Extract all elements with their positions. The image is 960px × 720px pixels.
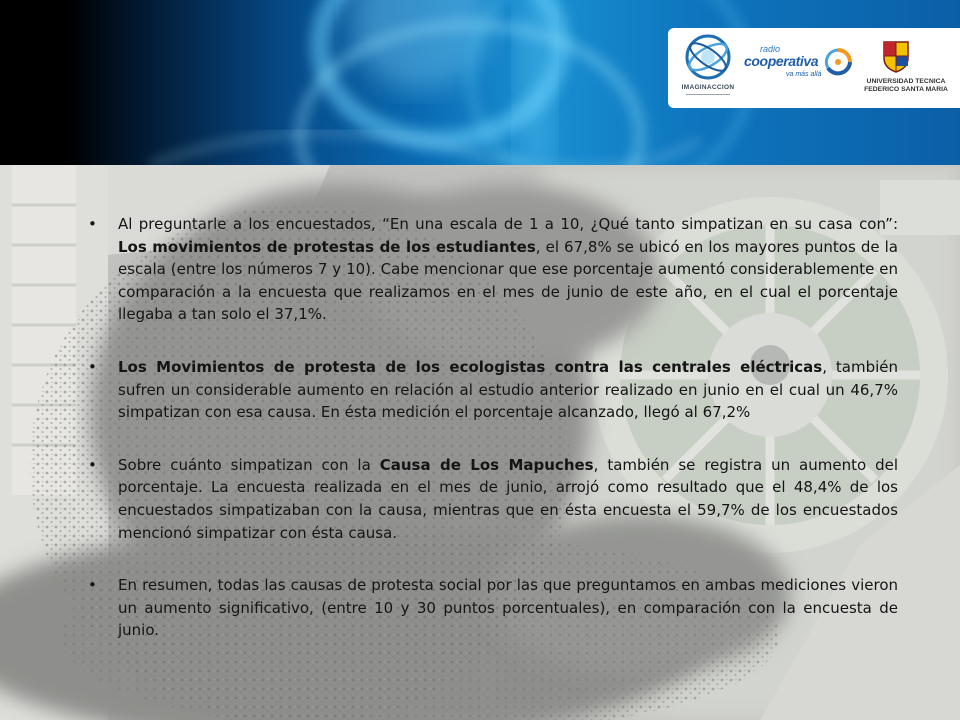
bullet-text: , también se registra un aumento del porcentaje. La encuesta realizada en el mes de junio, arrojó como resultado que el 48,4% de los encuestados simpatizaban con la causa, mientras que en ésta encuesta el 59,7% de los encuestados mencionó simpatizar con ésta causa. xyxy=(118,455,899,542)
shield-icon xyxy=(882,40,910,74)
globe-icon xyxy=(682,32,734,82)
bullet-text: En resumen, todas las causas de protesta social por las que preguntamos en ambas mediciones vieron un aumento significativo, (entre 10 y 30 puntos porcentuales), en comparación con la encuesta de junio. xyxy=(118,576,898,640)
bullet-estudiantes xyxy=(88,213,898,326)
cooperativa-radio-text: radio xyxy=(760,44,781,54)
bullet-list xyxy=(88,213,898,642)
utfsm-logo-text xyxy=(856,78,956,94)
bullet-ecologistas xyxy=(88,356,898,424)
sponsor-logos-panel xyxy=(668,28,960,108)
cooperativa-logo-text: cooperativa xyxy=(744,53,819,69)
swirl-icon xyxy=(824,48,852,76)
slide-body xyxy=(88,213,898,672)
bullet-text: Sobre cuánto simpatizan con la xyxy=(118,455,380,474)
header-banner xyxy=(0,0,960,165)
bullet-text: Al preguntarle a los encuestados, “En una escala de 1 a 10, ¿Qué tanto simpatizan en su casa con”: xyxy=(118,215,898,233)
bullet-text: , también sufren un considerable aumento en relación al estudio anterior realizado en junio en el cual un 46,7% simpatizan con esa causa. En ésta medición el porcentaje alcanzado, llegó al 67,2% xyxy=(118,357,898,422)
bullet-highlight: Causa de Los Mapuches xyxy=(379,455,594,474)
bullet-text: , el 67,8% se ubicó en los mayores puntos de la escala (entre los números 7 y 10). Cabe mencionar que ese porcentaje aumentó considerablemente en comparación a la encuesta que realizamos en el mes de junio de este año, en el cual el porcentaje llegaba a tan solo el 37,1%. xyxy=(118,237,898,324)
bullet-highlight: Los Movimientos de protesta de los ecologistas contra las centrales eléctricas xyxy=(118,357,823,376)
bullet-highlight: Los movimientos de protestas de los estudiantes xyxy=(118,237,536,256)
bullet-resumen xyxy=(88,574,898,642)
utfsm-line-1: UNIVERSIDAD TECNICA xyxy=(866,78,946,85)
bullet-mapuches xyxy=(88,454,898,544)
utfsm-line-2: FEDERICO SANTA MARIA xyxy=(864,86,948,93)
imaginaccion-logo-text: IMAGINACCION xyxy=(681,84,735,91)
imaginaccion-divider xyxy=(686,94,730,95)
cooperativa-tagline: va más allá xyxy=(786,71,822,78)
